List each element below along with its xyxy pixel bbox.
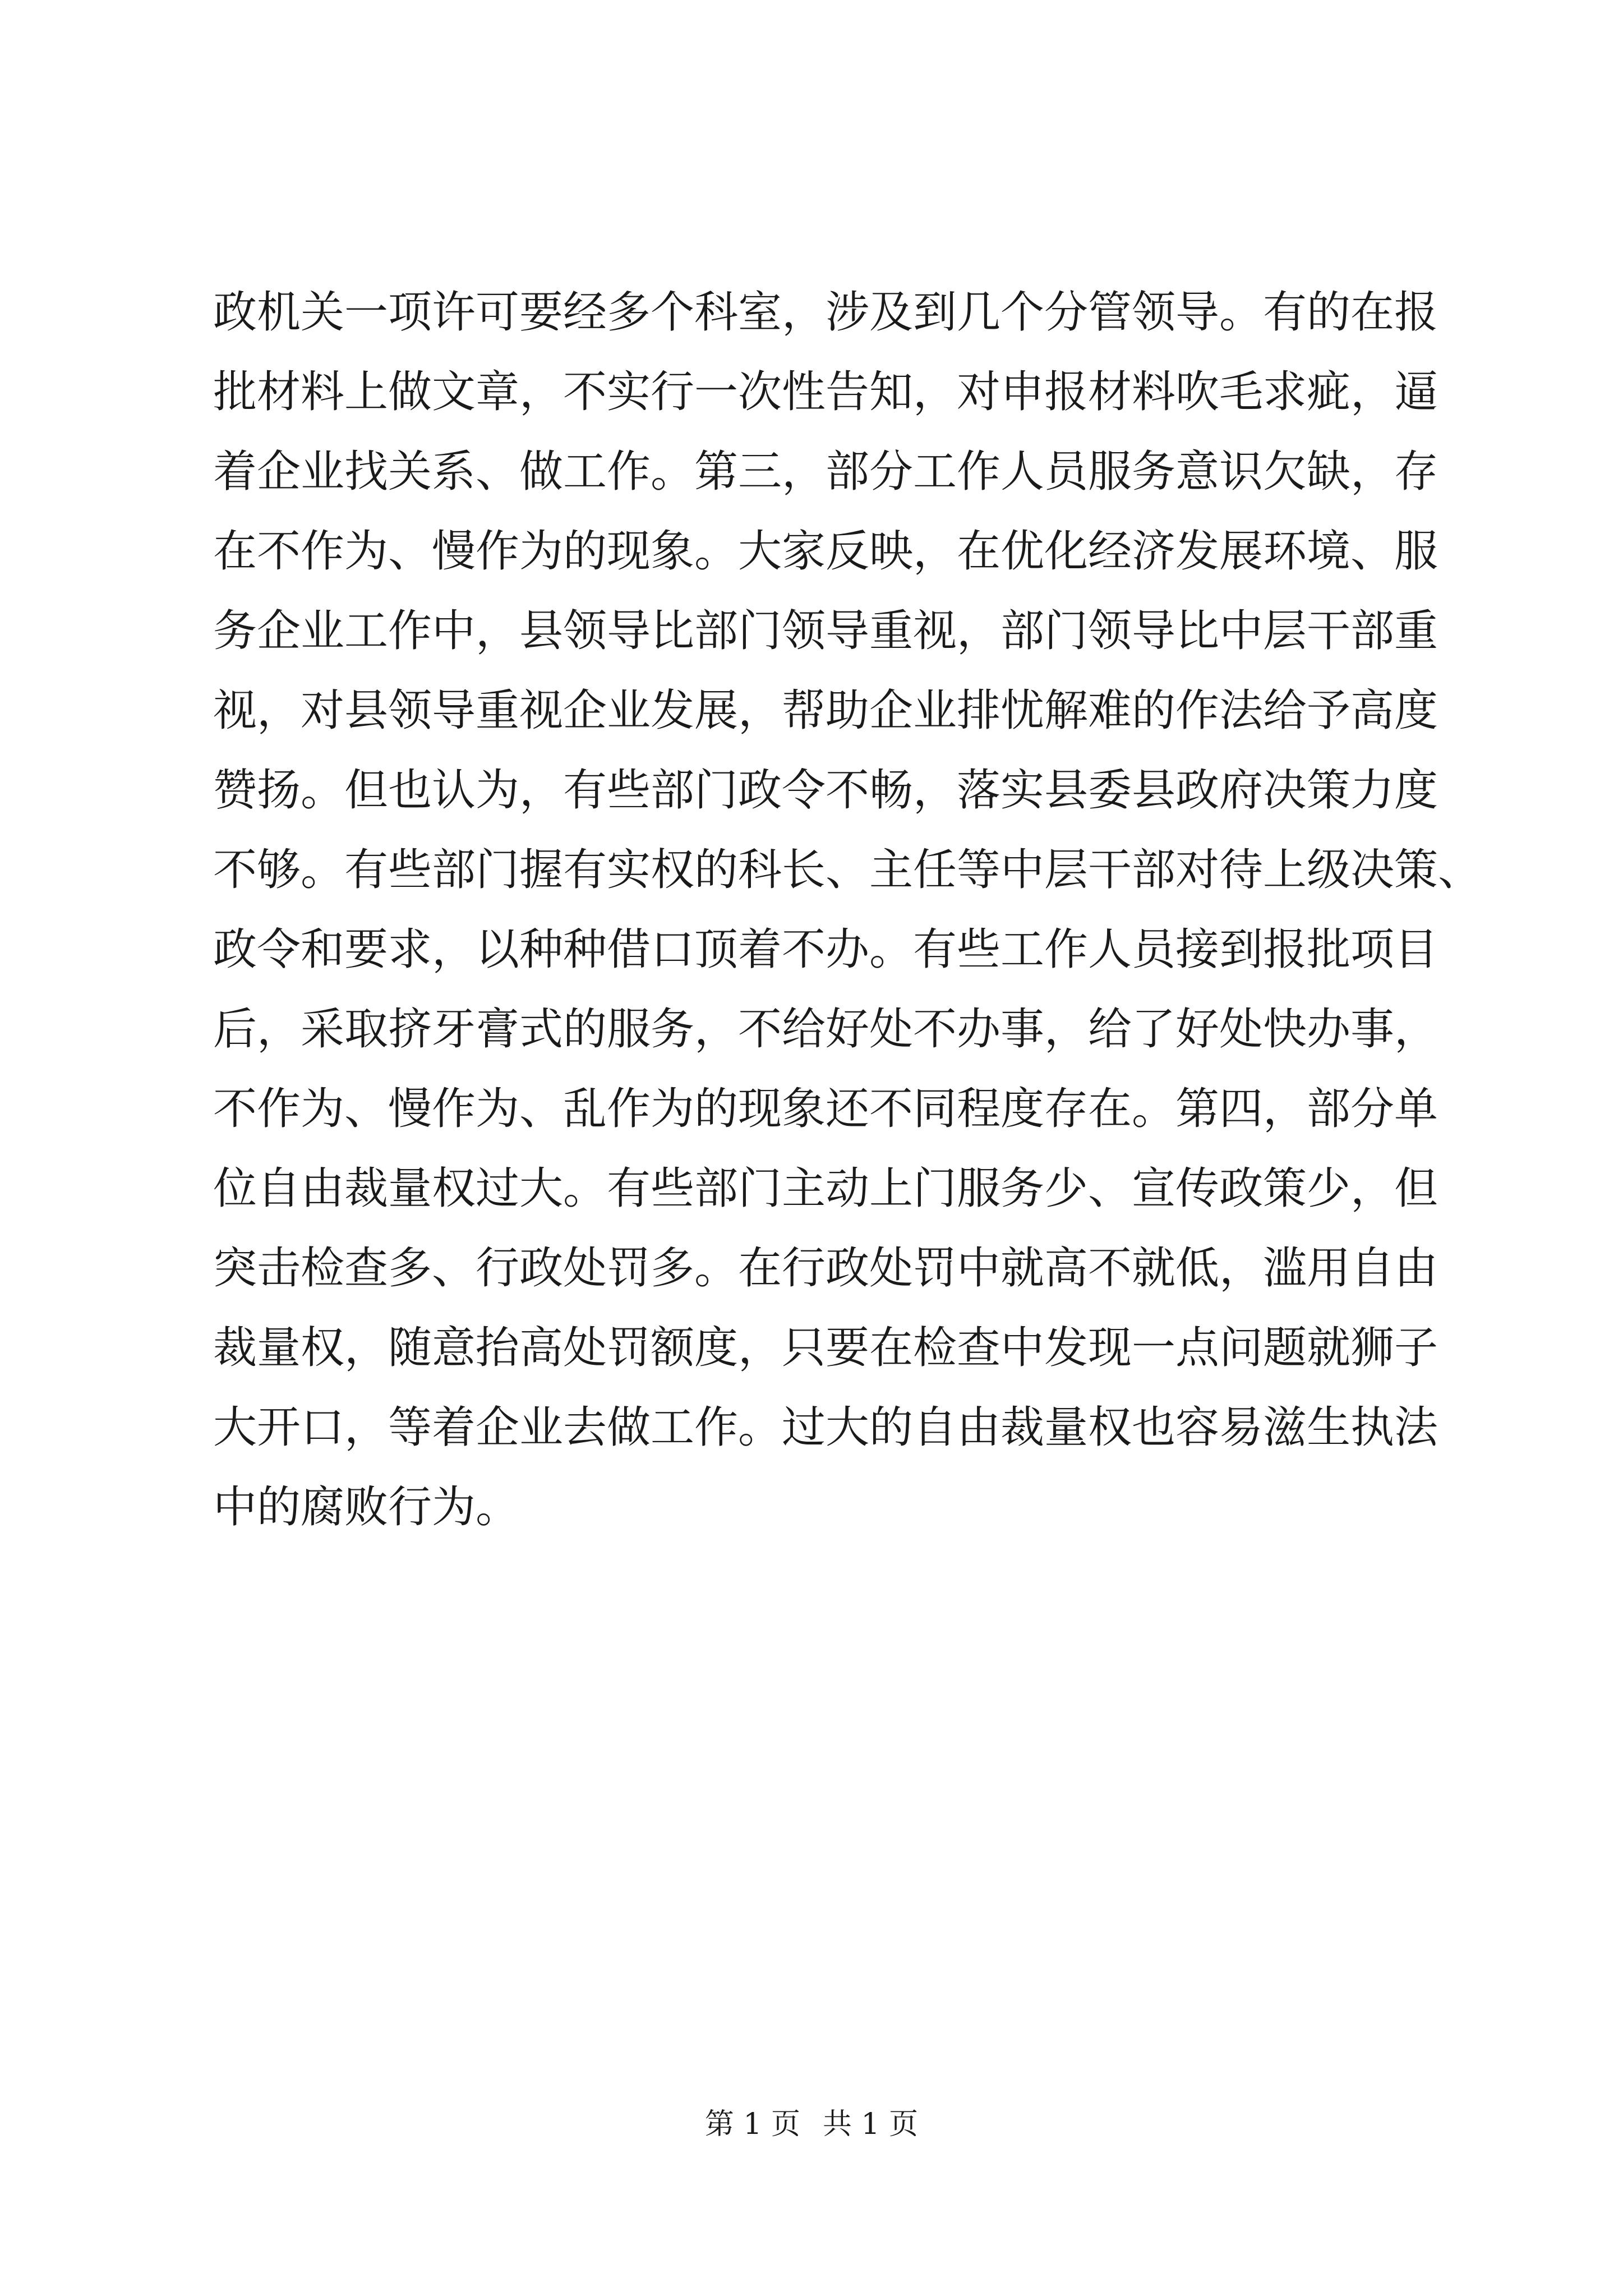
page-number: 第 1 页 (704, 2108, 800, 2141)
text-line: 后，采取挤牙膏式的服务，不给好处不办事，给了好处快办事， (213, 1004, 1438, 1055)
text-line: 大开口，等着企业去做工作。过大的自由裁量权也容易滋生执法 (213, 1402, 1438, 1453)
text-line: 中的腐败行为。 (213, 1482, 520, 1533)
text-line: 赞扬。但也认为，有些部门政令不畅，落实县委县政府决策力度 (213, 765, 1438, 816)
page-total: 共 1 页 (823, 2108, 919, 2141)
text-line: 批材料上做文章，不实行一次性告知，对申报材料吹毛求疵，逼 (213, 367, 1438, 417)
text-line: 务企业工作中，县领导比部门领导重视，部门领导比中层干部重 (213, 606, 1438, 656)
text-line: 在不作为、慢作为的现象。大家反映，在优化经济发展环境、服 (213, 526, 1438, 577)
text-line: 政令和要求，以种种借口顶着不办。有些工作人员接到报批项目 (213, 924, 1438, 975)
text-line: 位自由裁量权过大。有些部门主动上门服务少、宣传政策少，但 (213, 1163, 1438, 1214)
body-paragraph (213, 273, 1482, 1547)
text-line: 不够。有些部门握有实权的科长、主任等中层干部对待上级决策、 (213, 845, 1482, 895)
page-footer (0, 2105, 1623, 2144)
text-line: 政机关一项许可要经多个科室，涉及到几个分管领导。有的在报 (213, 287, 1438, 338)
text-line: 裁量权，随意抬高处罚额度，只要在检查中发现一点问题就狮子 (213, 1323, 1438, 1373)
text-line: 不作为、慢作为、乱作为的现象还不同程度存在。第四，部分单 (213, 1084, 1438, 1134)
text-line: 视，对县领导重视企业发展，帮助企业排忧解难的作法给予高度 (213, 685, 1438, 736)
text-line: 突击检查多、行政处罚多。在行政处罚中就高不就低，滥用自由 (213, 1243, 1438, 1294)
text-line: 着企业找关系、做工作。第三，部分工作人员服务意识欠缺，存 (213, 447, 1438, 497)
